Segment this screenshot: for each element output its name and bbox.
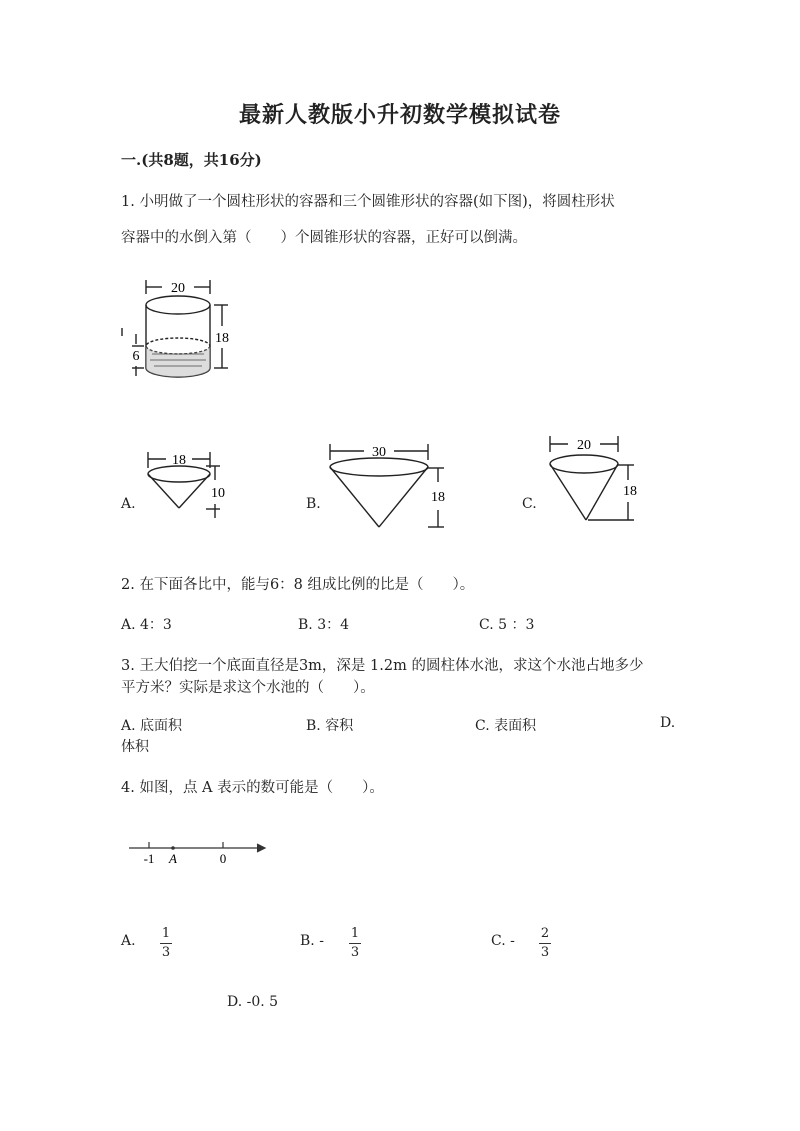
q4-option-b-numerator: 1 bbox=[350, 926, 360, 941]
cylinder-diameter-label: 20 bbox=[171, 281, 185, 296]
q1-option-c-label: C. bbox=[522, 496, 537, 512]
q3-option-d: D. bbox=[660, 715, 676, 731]
cylinder-water-label: 6 bbox=[132, 349, 140, 364]
point-a-marker bbox=[171, 846, 175, 850]
numberline-label-a: A bbox=[169, 851, 177, 866]
fraction-bar bbox=[539, 943, 551, 944]
page-title: 最新人教版小升初数学模拟试卷 bbox=[238, 102, 561, 128]
numberline-label-minus-one: -1 bbox=[143, 851, 155, 866]
q4-option-a-fraction bbox=[160, 926, 172, 961]
section-heading: 一.(共8题，共16分) bbox=[121, 151, 262, 169]
q2-option-a: A. 4：3 bbox=[121, 617, 172, 633]
numberline-label-zero: 0 bbox=[219, 851, 227, 866]
cone-c-figure bbox=[542, 432, 652, 527]
number-line bbox=[125, 836, 275, 870]
q4-option-b-fraction bbox=[349, 926, 361, 961]
cone-a-side-label: 10 bbox=[211, 486, 225, 501]
q2-option-c: C. 5 ：3 bbox=[479, 617, 535, 633]
q3-text-line2: 平方米？实际是求这个水池的（ ）。 bbox=[121, 680, 375, 696]
fraction-bar bbox=[349, 943, 361, 944]
cone-a-top-label: 18 bbox=[172, 453, 186, 468]
q2-text: 2. 在下面各比中，能与6：8 组成比例的比是（ ）。 bbox=[121, 577, 475, 593]
q4-option-c-denominator: 3 bbox=[540, 945, 550, 960]
q1-text-line2: 容器中的水倒入第（ ）个圆锥形状的容器，正好可以倒满。 bbox=[121, 230, 527, 246]
q3-option-c: C. 表面积 bbox=[475, 718, 537, 734]
fraction-bar bbox=[160, 943, 172, 944]
cone-b-top-label: 30 bbox=[372, 445, 386, 460]
cylinder-height-label: 18 bbox=[215, 331, 229, 346]
q4-option-c-prefix: C. - bbox=[491, 933, 515, 949]
q4-option-b-prefix: B. - bbox=[300, 933, 324, 949]
q4-option-a-numerator: 1 bbox=[161, 926, 171, 941]
cone-b-figure bbox=[322, 436, 452, 531]
q4-option-b-denominator: 3 bbox=[350, 945, 360, 960]
q3-option-d-wrap: 体积 bbox=[121, 739, 149, 755]
cone-a-figure bbox=[140, 446, 240, 526]
q4-option-c-fraction bbox=[539, 926, 551, 961]
q2-option-b: B. 3：4 bbox=[298, 617, 350, 633]
cylinder-figure bbox=[118, 276, 248, 386]
q4-option-c-numerator: 2 bbox=[540, 926, 550, 941]
q4-option-a-denominator: 3 bbox=[161, 945, 171, 960]
cone-b-side-label: 18 bbox=[431, 490, 445, 505]
q4-option-d: D. -0. 5 bbox=[227, 994, 279, 1010]
q4-option-a-prefix: A. bbox=[121, 933, 136, 949]
q1-option-b-label: B. bbox=[306, 496, 321, 512]
q1-option-a-label: A. bbox=[121, 496, 136, 512]
q4-text: 4. 如图，点 A 表示的数可能是（ ）。 bbox=[121, 780, 384, 796]
q3-text-line1: 3. 王大伯挖一个底面直径是3m，深是 1.2m 的圆柱体水池，求这个水池占地多少 bbox=[121, 658, 644, 674]
cone-c-top-label: 20 bbox=[577, 438, 591, 453]
q3-option-b: B. 容积 bbox=[306, 718, 354, 734]
q3-option-a: A. 底面积 bbox=[121, 718, 183, 734]
cone-c-side-label: 18 bbox=[623, 484, 637, 499]
q1-text-line1: 1. 小明做了一个圆柱形状的容器和三个圆锥形状的容器(如下图)，将圆柱形状 bbox=[121, 194, 615, 210]
